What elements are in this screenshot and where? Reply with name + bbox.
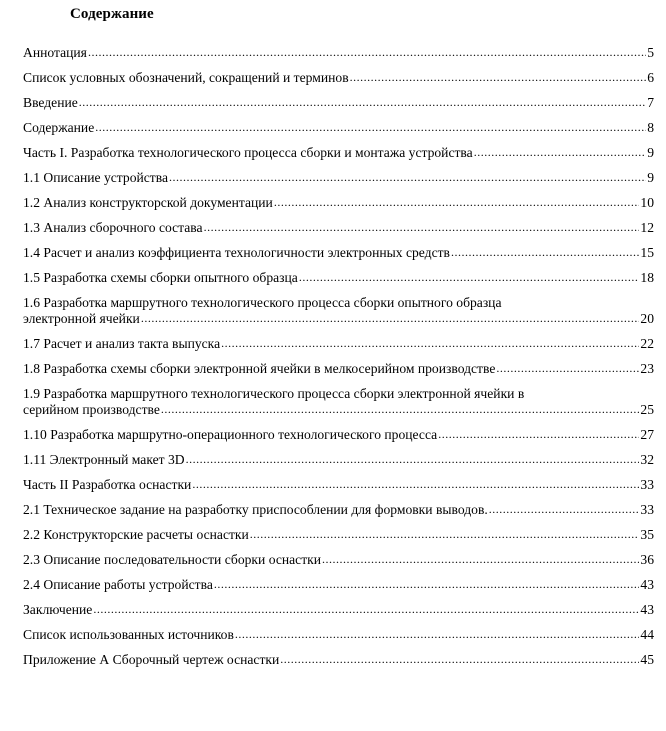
toc-entry-label: 1.5 Разработка схемы сборки опытного образца xyxy=(23,270,298,285)
toc-leader-dots xyxy=(161,401,640,417)
toc-entry-label: 1.3 Анализ сборочного состава xyxy=(23,220,203,235)
toc-leader-dots xyxy=(489,501,640,517)
toc-entry xyxy=(23,452,654,468)
toc-entry xyxy=(23,95,654,111)
toc-entry-label: 1.4 Расчет и анализ коэффициента технологичности электронных средств xyxy=(23,245,450,260)
toc-entry-page: 36 xyxy=(640,552,654,567)
toc-entry-page: 6 xyxy=(647,70,654,85)
toc-entry xyxy=(23,527,654,543)
toc-leader-dots xyxy=(79,94,646,110)
toc-entry-label: Часть I. Разработка технологического процесса сборки и монтажа устройства xyxy=(23,145,473,160)
toc-entry-page: 44 xyxy=(640,627,654,642)
toc-entry xyxy=(23,627,654,643)
toc-entry xyxy=(23,427,654,443)
toc-entry xyxy=(23,386,654,418)
toc-entry-label-line1: 1.9 Разработка маршрутного технологического процесса сборки электронной ячейки в xyxy=(23,386,525,401)
toc-entry xyxy=(23,120,654,136)
toc-entry-page: 43 xyxy=(640,602,654,617)
toc-entry-page: 9 xyxy=(647,145,654,160)
toc-entry xyxy=(23,220,654,236)
toc-entry-page: 20 xyxy=(640,311,654,326)
toc-entry-label: 1.11 Электронный макет 3D xyxy=(23,452,185,467)
toc-entry-page: 18 xyxy=(640,270,654,285)
toc-entry-label: 1.2 Анализ конструкторской документации xyxy=(23,195,273,210)
toc-entry-label: 2.3 Описание последовательности сборки оснастки xyxy=(23,552,322,567)
toc-leader-dots xyxy=(322,551,639,567)
toc-leader-dots xyxy=(93,601,639,617)
toc-entry-page: 33 xyxy=(640,477,654,492)
toc-leader-dots xyxy=(299,269,640,285)
toc-entry xyxy=(23,70,654,86)
toc-leader-dots xyxy=(221,335,639,351)
toc-leader-dots xyxy=(141,310,640,326)
toc-entry-page: 8 xyxy=(647,120,654,135)
toc-entry xyxy=(23,245,654,261)
toc-entry-label: Содержание xyxy=(23,120,95,135)
toc-entry-page: 23 xyxy=(640,361,654,376)
toc-entry xyxy=(23,502,654,518)
toc-entry xyxy=(23,361,654,377)
toc-entry xyxy=(23,477,654,493)
toc-entry-label: Приложение А Сборочный чертеж оснастки xyxy=(23,652,280,667)
toc-entry-page: 32 xyxy=(640,452,654,467)
toc-leader-dots xyxy=(250,526,640,542)
page-title: Содержание xyxy=(70,6,154,22)
toc-entry xyxy=(23,170,654,186)
toc-leader-dots xyxy=(186,451,640,467)
toc-entry-label: серийном производстве xyxy=(23,402,160,417)
toc-leader-dots xyxy=(192,476,639,492)
toc-entry-label: электронной ячейки xyxy=(23,311,140,326)
toc-entry xyxy=(23,602,654,618)
toc-entry-page: 9 xyxy=(647,170,654,185)
toc-leader-dots xyxy=(451,244,639,260)
toc-leader-dots xyxy=(204,219,640,235)
toc-entry xyxy=(23,336,654,352)
toc-entry-label: 1.8 Разработка схемы сборки электронной ячейки в мелкосерийном производстве xyxy=(23,361,496,376)
toc-entry-page: 35 xyxy=(640,527,654,542)
toc-entry-label: 1.10 Разработка маршрутно-операционного технологического процесса xyxy=(23,427,438,442)
toc-leader-dots xyxy=(214,576,640,592)
toc-leader-dots xyxy=(474,144,647,160)
toc-entry-label: Список использованных источников xyxy=(23,627,234,642)
toc-leader-dots xyxy=(169,169,646,185)
toc-entry-label: Заключение xyxy=(23,602,93,617)
toc-entry-label: Введение xyxy=(23,95,78,110)
table-of-contents xyxy=(23,45,654,677)
toc-entry xyxy=(23,45,654,61)
toc-entry xyxy=(23,577,654,593)
toc-leader-dots xyxy=(88,44,646,60)
toc-entry-page: 7 xyxy=(647,95,654,110)
toc-entry-label: 1.7 Расчет и анализ такта выпуска xyxy=(23,336,221,351)
toc-entry-label-line1: 1.6 Разработка маршрутного технологического процесса сборки опытного образца xyxy=(23,295,502,310)
toc-entry-label: 2.1 Техническое задание на разработку приспособлении для формовки выводов. xyxy=(23,502,488,517)
toc-leader-dots xyxy=(496,360,639,376)
toc-entry-page: 12 xyxy=(640,220,654,235)
toc-leader-dots xyxy=(274,194,640,210)
toc-entry xyxy=(23,195,654,211)
toc-entry xyxy=(23,552,654,568)
toc-entry-page: 25 xyxy=(640,402,654,417)
toc-entry-page: 22 xyxy=(640,336,654,351)
toc-leader-dots xyxy=(438,426,639,442)
toc-entry-page: 15 xyxy=(640,245,654,260)
toc-entry xyxy=(23,270,654,286)
toc-entry-label: Аннотация xyxy=(23,45,87,60)
toc-entry-page: 45 xyxy=(640,652,654,667)
toc-entry-page: 10 xyxy=(640,195,654,210)
toc-entry-label: Список условных обозначений, сокращений и терминов xyxy=(23,70,349,85)
toc-entry-page: 27 xyxy=(640,427,654,442)
toc-leader-dots xyxy=(95,119,646,135)
toc-entry xyxy=(23,295,654,327)
toc-entry xyxy=(23,145,654,161)
toc-entry xyxy=(23,652,654,668)
toc-entry-label: 2.4 Описание работы устройства xyxy=(23,577,213,592)
toc-entry-page: 5 xyxy=(647,45,654,60)
toc-entry-page: 43 xyxy=(640,577,654,592)
toc-entry-label: 1.1 Описание устройства xyxy=(23,170,169,185)
toc-leader-dots xyxy=(235,626,640,642)
toc-leader-dots xyxy=(350,69,647,85)
toc-entry-label: Часть II Разработка оснастки xyxy=(23,477,192,492)
toc-entry-label: 2.2 Конструкторские расчеты оснастки xyxy=(23,527,249,542)
toc-entry-page: 33 xyxy=(640,502,654,517)
toc-leader-dots xyxy=(280,651,639,667)
